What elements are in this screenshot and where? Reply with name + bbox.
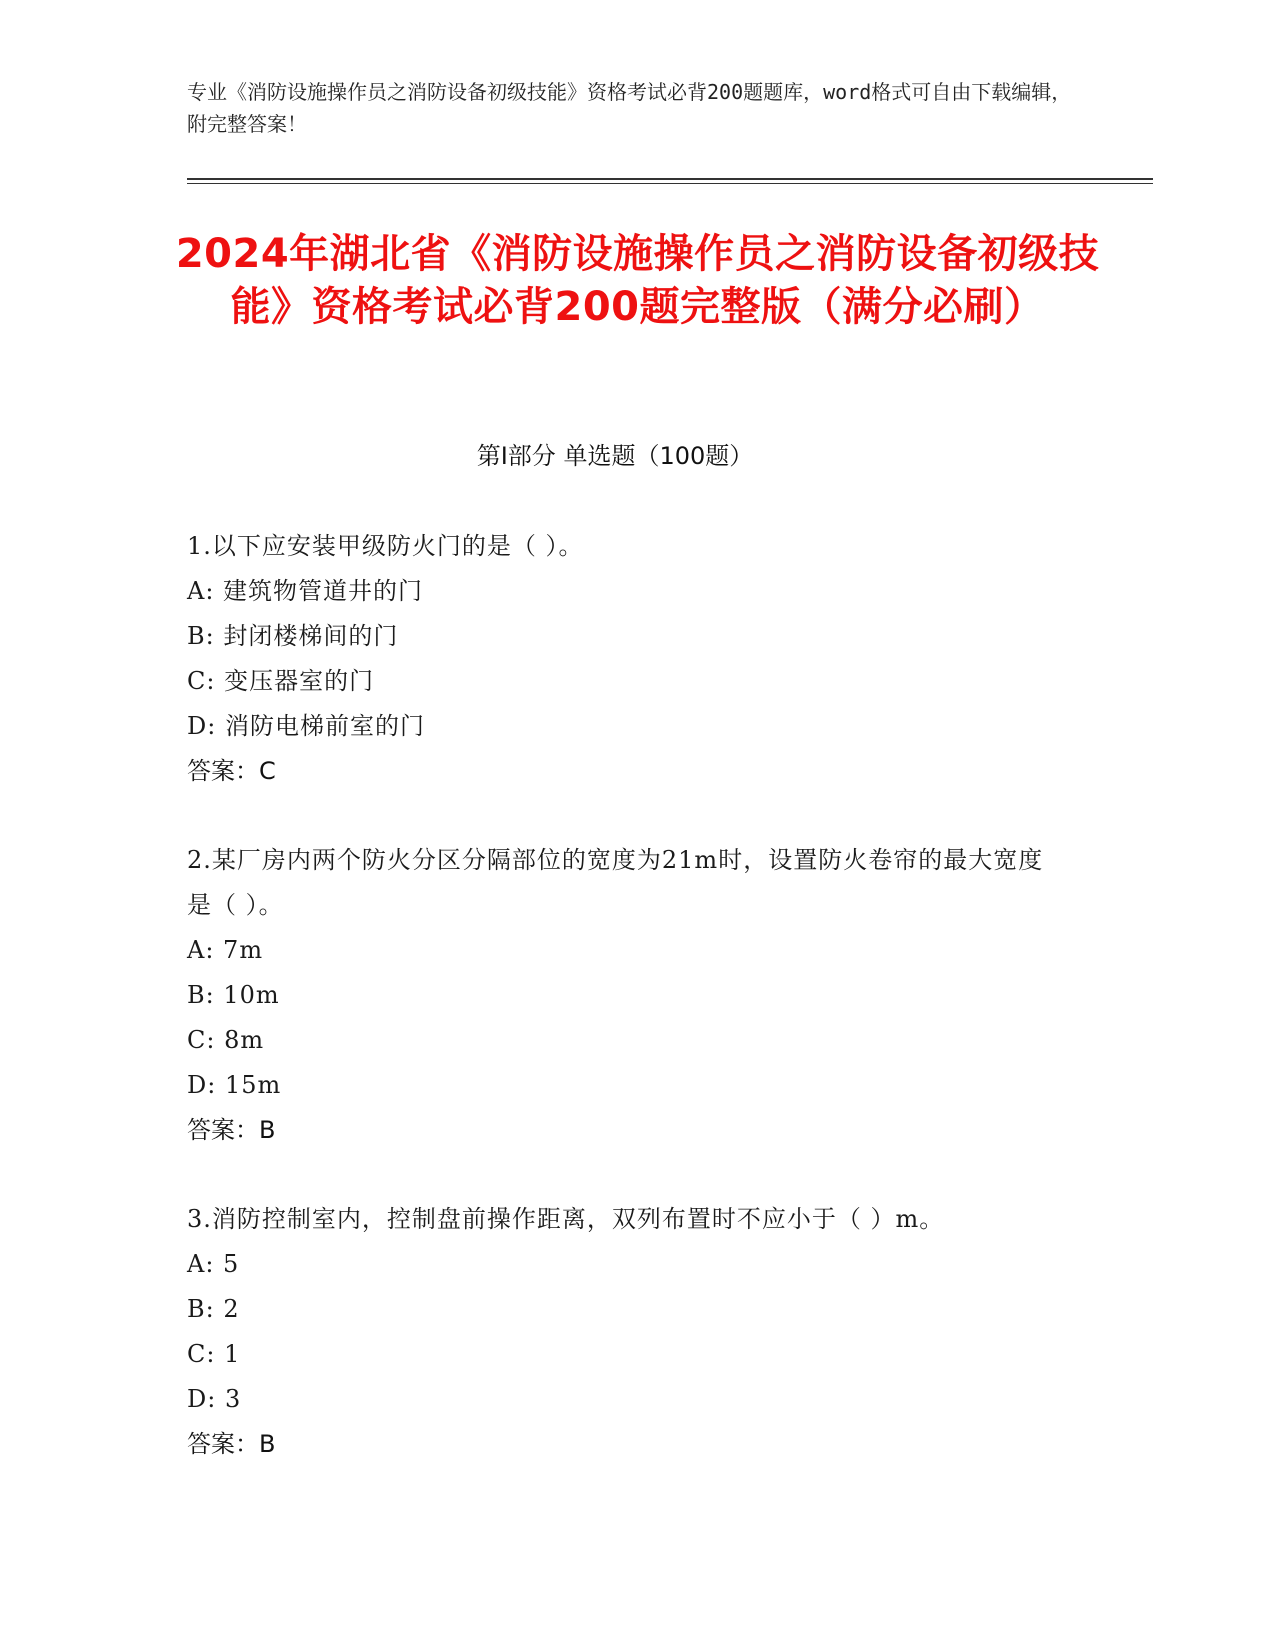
option-d: D: 15m <box>187 1071 282 1099</box>
answer: 答案：B <box>187 1116 276 1144</box>
header-divider-thin <box>187 183 1153 184</box>
option-a: A: 5 <box>187 1250 240 1278</box>
section-heading: 第Ⅰ部分 单选题（100题） <box>476 442 754 470</box>
question-stem: 1.以下应安装甲级防火门的是（ ）。 <box>187 532 584 560</box>
document-title: 2024年湖北省《消防设施操作员之消防设备初级技能》资格考试必背200题完整版（满分必刷） <box>175 231 1100 330</box>
header-divider-thick <box>187 178 1153 180</box>
header-note: 专业《消防设施操作员之消防设备初级技能》资格考试必背200题题库，word格式可自由下载编辑，附完整答案！ <box>187 80 1072 136</box>
option-d: D: 3 <box>187 1385 242 1413</box>
question-2 <box>187 838 1067 1153</box>
option-c: C: 8m <box>187 1026 265 1054</box>
option-d: D: 消防电梯前室的门 <box>187 712 425 740</box>
question-stem: 2.某厂房内两个防火分区分隔部位的宽度为21m时，设置防火卷帘的最大宽度是（ ）。 <box>187 846 1044 919</box>
question-list <box>187 524 1067 1511</box>
option-a: A: 建筑物管道井的门 <box>187 577 424 605</box>
answer: 答案：C <box>187 757 276 785</box>
answer: 答案：B <box>187 1430 276 1458</box>
option-c: C: 1 <box>187 1340 241 1368</box>
question-1 <box>187 524 1067 794</box>
option-c: C: 变压器室的门 <box>187 667 375 695</box>
option-b: B: 2 <box>187 1295 240 1323</box>
option-b: B: 封闭楼梯间的门 <box>187 622 399 650</box>
question-stem: 3.消防控制室内，控制盘前操作距离，双列布置时不应小于（ ）m。 <box>187 1205 945 1233</box>
option-a: A: 7m <box>187 936 264 964</box>
option-b: B: 10m <box>187 981 280 1009</box>
question-3 <box>187 1197 1067 1467</box>
